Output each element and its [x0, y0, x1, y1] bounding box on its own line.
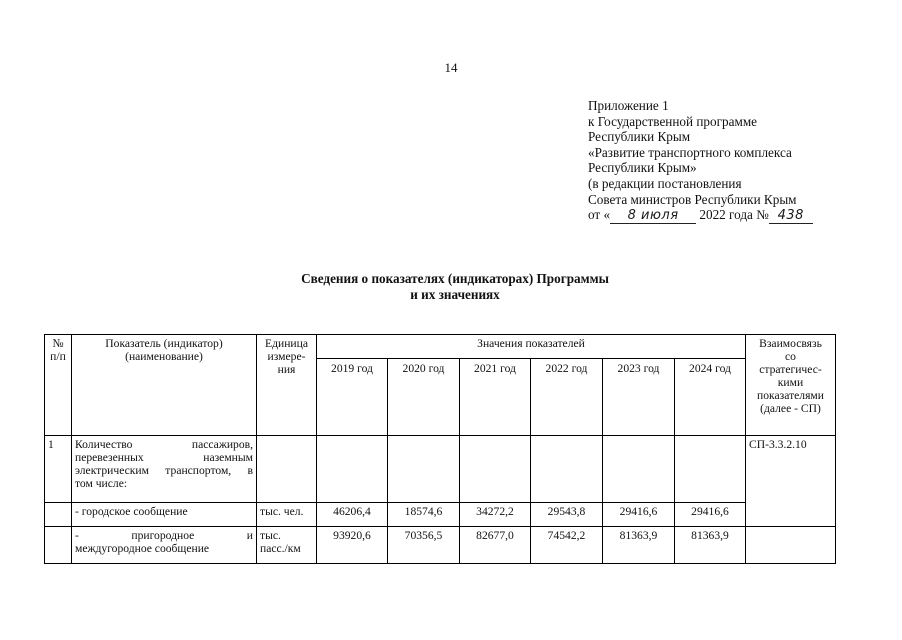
row-link: СП-3.3.2.10 — [746, 436, 836, 527]
value-cell: 34272,2 — [460, 503, 531, 527]
title-line-2: и их значениях — [410, 286, 500, 302]
page-number: 14 — [444, 60, 458, 75]
row-unit-line: тыс. — [260, 529, 281, 542]
year-text: 2022 года № — [699, 207, 769, 223]
value-cell: 81363,9 — [675, 527, 746, 564]
header-link-line: со — [785, 350, 796, 363]
handwritten-number: 438 — [769, 209, 813, 224]
value-cell: 29543,8 — [531, 503, 603, 527]
header-link-line: кими — [777, 376, 804, 389]
table-row — [45, 527, 836, 564]
header-link-line: (далее - СП) — [760, 402, 821, 415]
header-link-line: показателями — [757, 389, 824, 402]
value-cell: 93920,6 — [317, 527, 388, 564]
row-indicator-name: - городское сообщение — [72, 503, 257, 527]
year-header: 2019 год — [317, 359, 388, 436]
header-unit-line: измере- — [267, 350, 306, 363]
handwritten-date: 8 июля — [610, 209, 696, 224]
row-name-line: перевезенных наземным — [75, 451, 253, 464]
value-cell — [675, 436, 746, 503]
value-cell — [317, 436, 388, 503]
header-unit — [257, 335, 317, 436]
year-header: 2023 год — [603, 359, 675, 436]
year-header: 2024 год — [675, 359, 746, 436]
row-name-line: Количество пассажиров, — [75, 438, 253, 451]
row-num — [45, 503, 72, 527]
row-name-line: том числе: — [75, 477, 128, 490]
appendix-line: (в редакции постановления — [588, 175, 742, 191]
header-link-line: стратегичес- — [759, 363, 822, 376]
row-indicator-name — [72, 527, 257, 564]
row-unit-line: пасс./км — [260, 542, 301, 555]
header-indicator — [72, 335, 257, 436]
appendix-line: Республики Крым» — [588, 160, 697, 176]
value-cell — [460, 436, 531, 503]
title-line-1: Сведения о показателях (индикаторах) Программы — [301, 271, 609, 286]
appendix-line: «Развитие транспортного комплекса — [588, 144, 792, 160]
row-indicator-name — [72, 436, 257, 503]
value-cell: 82677,0 — [460, 527, 531, 564]
header-num-line: п/п — [50, 350, 66, 363]
row-name-line: электрическим транспортом, в — [75, 464, 253, 477]
year-header: 2020 год — [388, 359, 460, 436]
header-unit-line: ния — [277, 363, 296, 376]
year-header: 2022 год — [531, 359, 603, 436]
appendix-block — [588, 98, 813, 224]
appendix-line: к Государственной программе — [588, 113, 758, 129]
header-num-line: № — [52, 337, 64, 350]
from-prefix: от « — [588, 207, 611, 223]
appendix-line: Приложение 1 — [588, 98, 669, 113]
appendix-line: Совета министров Республики Крым — [588, 191, 797, 207]
row-num — [45, 527, 72, 564]
value-cell: 81363,9 — [603, 527, 675, 564]
value-cell: 74542,2 — [531, 527, 603, 564]
row-num: 1 — [45, 436, 72, 503]
value-cell: 70356,5 — [388, 527, 460, 564]
header-unit-line: Единица — [265, 337, 308, 350]
value-cell: 29416,6 — [675, 503, 746, 527]
row-name-line: междугородное сообщение — [75, 542, 210, 555]
value-cell — [603, 436, 675, 503]
header-num — [45, 335, 72, 436]
table-row — [45, 503, 836, 527]
value-cell — [388, 436, 460, 503]
value-cell: 18574,6 — [388, 503, 460, 527]
header-link — [746, 335, 836, 436]
header-indicator-line: Показатель (индикатор) — [105, 337, 223, 350]
value-cell: 29416,6 — [603, 503, 675, 527]
value-cell — [531, 436, 603, 503]
header-row-1 — [45, 335, 836, 359]
row-name-line: - пригородное и — [75, 529, 253, 542]
value-cell: 46206,4 — [317, 503, 388, 527]
row-unit — [257, 436, 317, 503]
year-header: 2021 год — [460, 359, 531, 436]
row-unit: тыс. чел. — [257, 503, 317, 527]
appendix-date-line — [588, 207, 813, 224]
row-unit — [257, 527, 317, 564]
row-link — [746, 527, 836, 564]
header-link-line: Взаимосвязь — [759, 337, 822, 350]
header-values: Значения показателей — [317, 335, 746, 359]
document-title — [220, 271, 690, 302]
table-row — [45, 436, 836, 503]
appendix-line: Республики Крым — [588, 129, 691, 145]
header-indicator-line: (наименование) — [125, 350, 203, 363]
indicators-table — [44, 334, 836, 564]
